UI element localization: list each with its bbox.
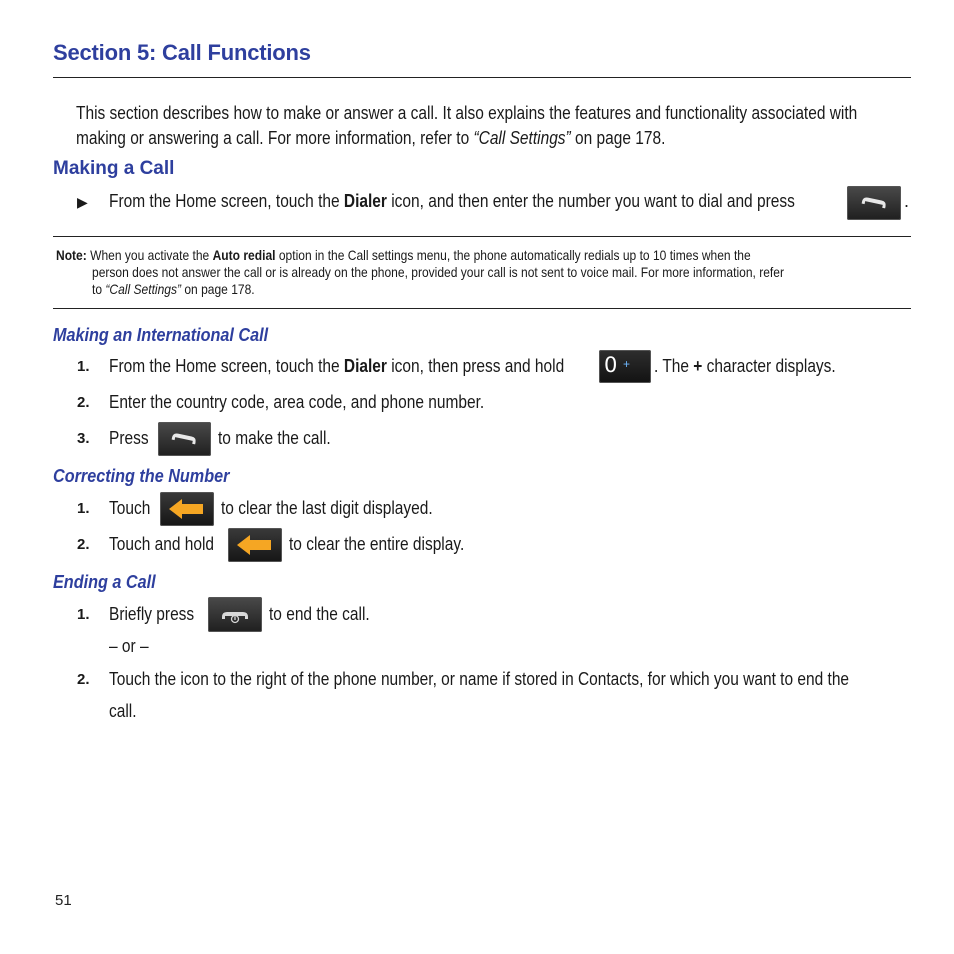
international-heading [53, 325, 292, 346]
send-call-icon [158, 422, 211, 456]
step-text: Touch [109, 498, 151, 518]
auto-redial-label: Auto redial [212, 247, 276, 263]
step-text: Enter the country code, area code, and phone number. [109, 392, 485, 412]
correcting-heading-text: Correcting the Number [53, 466, 230, 486]
ending-step-2-line2 [109, 699, 141, 724]
note-text-1b: option in the Call settings menu, the phone automatically redials up to 10 times when the [275, 247, 751, 263]
correcting-step-2-pre [109, 532, 231, 557]
step-text: call. [109, 701, 137, 721]
step-text: Press [109, 428, 149, 448]
zero-plus-key[interactable] [599, 350, 651, 383]
page-number: 51 [55, 892, 72, 909]
send-button[interactable] [158, 422, 211, 456]
step-text: to end the call. [269, 604, 370, 624]
note-line-2 [92, 264, 897, 281]
note-text-3: to [92, 281, 106, 297]
step-text-mid: icon, then press and hold [386, 356, 565, 376]
step-text: Briefly press [109, 604, 195, 624]
end-call-button[interactable] [208, 597, 262, 632]
end-call-icon [208, 597, 262, 632]
note-line-1 [56, 247, 864, 264]
step-text: Touch the icon to the right of the phone number, or name if stored in Contacts, for which you want to end the [109, 669, 850, 689]
title-rule [53, 77, 911, 78]
backspace-arrow-icon [160, 492, 214, 526]
note-text-3b: on page 178. [181, 281, 255, 297]
ending-heading [53, 572, 167, 593]
correcting-heading [53, 466, 249, 487]
ending-step-1-post [269, 602, 386, 627]
international-step-2 [109, 390, 545, 415]
step-text: From the Home screen, touch the [109, 356, 344, 376]
step-text: to clear the last digit displayed. [221, 498, 433, 518]
or-separator [109, 634, 155, 659]
step-number: 1. [77, 358, 90, 375]
note-line-3 [92, 281, 281, 298]
international-heading-text: Making an International Call [53, 325, 269, 345]
intro-paragraph [76, 101, 954, 126]
making-call-heading: Making a Call [53, 158, 175, 179]
step-text: to clear the entire display. [289, 534, 465, 554]
bullet-icon: ▶ [77, 194, 88, 210]
international-step-1-end [654, 354, 865, 379]
send-button[interactable] [847, 186, 901, 220]
backspace-button[interactable] [228, 528, 282, 562]
correcting-step-1-post [221, 496, 467, 521]
step-number: 2. [77, 671, 90, 688]
dialer-label: Dialer [343, 356, 387, 376]
note-top-rule [53, 236, 911, 237]
making-call-step [109, 189, 906, 214]
note-bottom-rule [53, 308, 911, 309]
step-number: 3. [77, 430, 90, 447]
send-call-icon [847, 186, 901, 220]
intro-line-2: making or answering a call. For more information, refer to [76, 128, 474, 148]
zero-key-plus: + [623, 357, 631, 371]
step-text-end: icon, and then enter the number you want to dial and press [386, 191, 795, 211]
correcting-step-2-post [289, 532, 493, 557]
dialer-label: Dialer [343, 191, 387, 211]
international-step-1 [109, 354, 638, 379]
step-number: 2. [77, 394, 90, 411]
page-title: Section 5: Call Functions [53, 40, 311, 65]
international-step-3-pre [109, 426, 155, 451]
step-text: to make the call. [218, 428, 331, 448]
step-text: . The [654, 356, 694, 376]
correcting-step-1-pre [109, 496, 157, 521]
step-text-end: character displays. [702, 356, 836, 376]
ending-step-1-pre [109, 602, 208, 627]
intro-line-2-end: on page 178. [570, 128, 666, 148]
note-text-1: When you activate the [90, 247, 213, 263]
step-number: 2. [77, 536, 90, 553]
note-call-settings-link[interactable]: “Call Settings” [105, 281, 182, 297]
note-label: Note: [56, 247, 87, 263]
step-number: 1. [77, 500, 90, 517]
intro-paragraph-line2 [76, 126, 761, 151]
ending-step-2-line1 [109, 667, 954, 692]
step-text: From the Home screen, touch the [109, 191, 344, 211]
intro-line-1: This section describes how to make or answer a call. It also explains the features and functionality associated with [76, 103, 858, 123]
note-text-2: person does not answer the call or is already on the phone, provided your call is not sent to voice mail. For more information, refer [92, 264, 784, 280]
zero-key-main: 0 [604, 353, 618, 377]
ending-heading-text: Ending a Call [53, 572, 156, 592]
or-text: – or – [109, 636, 149, 656]
step-text: Touch and hold [109, 534, 215, 554]
plus-char: + [693, 356, 703, 376]
step-period: . [904, 191, 910, 211]
backspace-arrow-icon [228, 528, 282, 562]
step-number: 1. [77, 606, 90, 623]
international-step-3-post [218, 426, 349, 451]
call-settings-link[interactable]: “Call Settings” [473, 128, 571, 148]
backspace-button[interactable] [160, 492, 214, 526]
